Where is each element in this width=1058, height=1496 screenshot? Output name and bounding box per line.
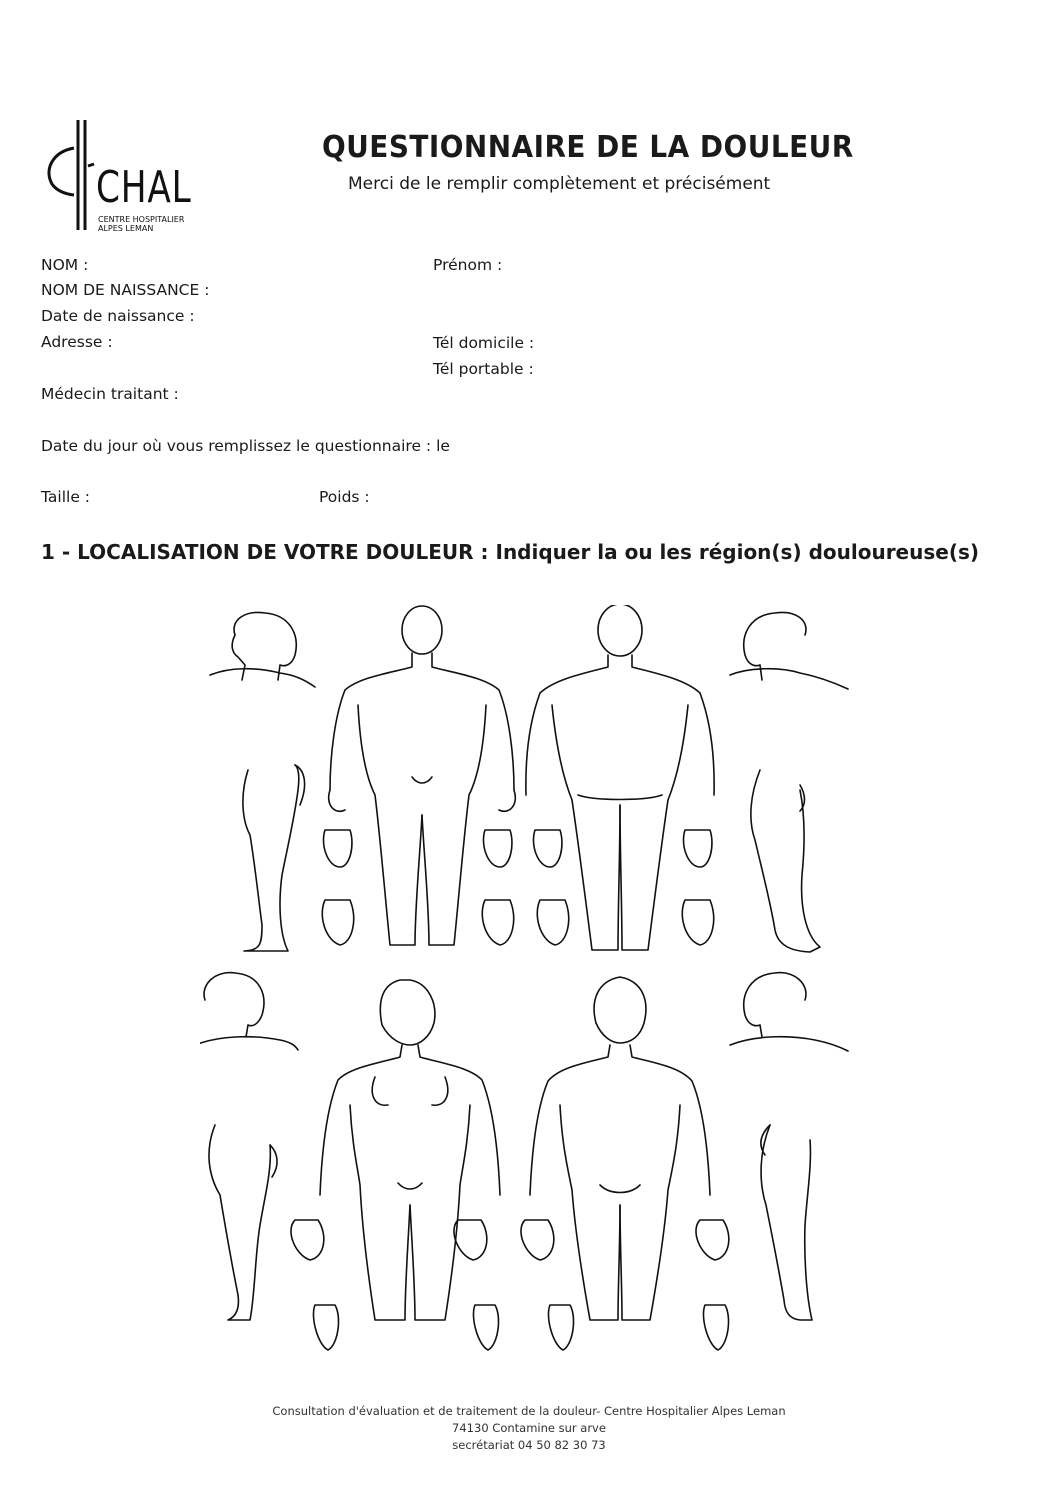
page-subtitle: Merci de le remplir complètement et précisément <box>348 174 771 194</box>
page-footer <box>0 1403 1058 1454</box>
field-adresse: Adresse : <box>41 333 113 351</box>
field-taille: Taille : <box>41 488 91 506</box>
male-body-profile-left[interactable] <box>243 765 305 951</box>
female-body-profile-left[interactable] <box>209 1125 277 1320</box>
logo-wordmark: CHAL <box>96 162 192 213</box>
male-body-front[interactable] <box>329 606 516 945</box>
footer-line-3: secrétariat 04 50 82 30 73 <box>452 1438 606 1452</box>
field-tel-domicile: Tél domicile : <box>433 334 535 352</box>
page-title: QUESTIONNAIRE DE LA DOULEUR <box>322 130 854 165</box>
field-nom: NOM : <box>41 256 89 274</box>
field-nom-naissance: NOM DE NAISSANCE : <box>41 281 210 299</box>
female-body-front[interactable] <box>320 980 500 1320</box>
section-separator: : <box>473 540 496 564</box>
female-head-profile-right[interactable] <box>730 973 848 1051</box>
field-poids: Poids : <box>319 488 370 506</box>
hospital-logo <box>44 118 194 242</box>
section-title: 1 - LOCALISATION DE VOTRE DOULEUR <box>41 540 474 564</box>
logo-subtitle: CENTRE HOSPITALIER ALPES LEMAN <box>98 215 185 233</box>
field-medecin: Médecin traitant : <box>41 385 179 403</box>
body-map-diagram[interactable] <box>200 605 860 1365</box>
field-tel-portable: Tél portable : <box>433 360 534 378</box>
male-body-back[interactable] <box>526 605 714 950</box>
section-heading <box>41 540 979 564</box>
footer-line-2: 74130 Contamine sur arve <box>452 1421 606 1435</box>
male-head-profile-left[interactable] <box>210 612 315 687</box>
field-date-naissance: Date de naissance : <box>41 307 195 325</box>
female-head-profile-left[interactable] <box>200 973 298 1050</box>
footer-line-1: Consultation d'évaluation et de traitement de la douleur- Centre Hospitalier Alpes Leman <box>272 1404 786 1418</box>
section-description: Indiquer la ou les région(s) douloureuse(s) <box>495 540 980 564</box>
field-date-jour: Date du jour où vous remplissez le questionnaire : le <box>41 437 450 455</box>
male-head-profile-right[interactable] <box>730 612 848 689</box>
male-body-profile-right[interactable] <box>751 770 820 952</box>
field-prenom: Prénom : <box>433 256 503 274</box>
female-body-back[interactable] <box>530 977 710 1320</box>
female-body-profile-right[interactable] <box>761 1125 812 1320</box>
